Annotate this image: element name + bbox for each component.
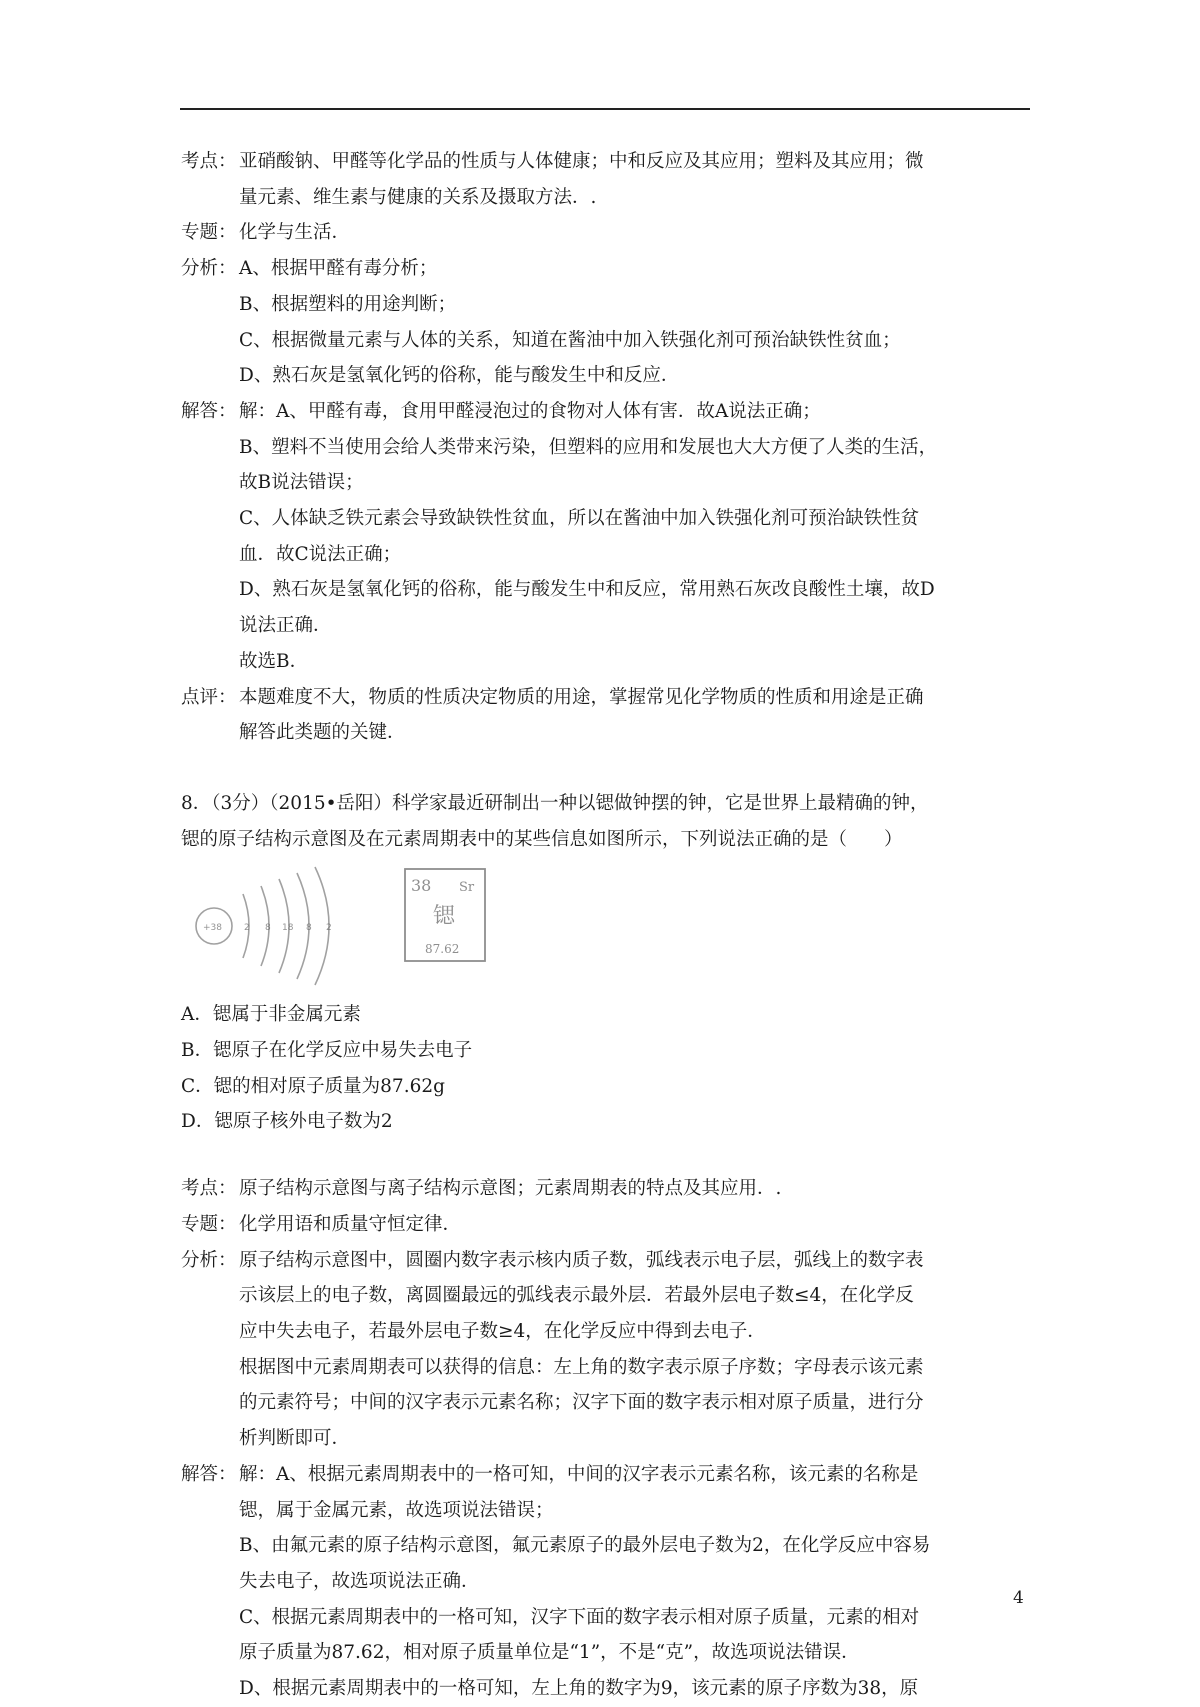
q8-fenxi xyxy=(181,1243,1033,1457)
kaodian-label: 考点： xyxy=(181,151,237,172)
text-line: C、根据元素周期表中的一格可知，汉字下面的数字表示相对原子质量，元素的相对 xyxy=(239,1606,920,1628)
element-symbol: Sr xyxy=(459,880,475,896)
option-c: C．锶的相对原子质量为87.62g xyxy=(181,1075,445,1097)
q7-kaodian xyxy=(181,144,1033,215)
text-line: 说法正确． xyxy=(239,615,332,637)
jieda-label: 解答： xyxy=(181,400,237,422)
fenxi-label: 分析： xyxy=(181,258,237,280)
text-line: 解：A、甲醛有毒，食用甲醛浸泡过的食物对人体有害．故A说法正确； xyxy=(239,400,821,422)
element-name: 锶 xyxy=(433,904,456,930)
option-d: D．锶原子核外电子数为2 xyxy=(181,1111,393,1133)
text-line: 本题难度不大，物质的性质决定物质的用途，掌握常见化学物质的性质和用途是正确 xyxy=(239,686,924,708)
q8-figure xyxy=(181,861,1033,991)
text-line: 解：A、根据元素周期表中的一格可知，中间的汉字表示元素名称，该元素的名称是 xyxy=(239,1463,919,1485)
header-rule xyxy=(180,108,1030,110)
text-line: D、根据元素周期表中的一格可知，左上角的数字为9，该元素的原子序数为38，原 xyxy=(239,1678,919,1700)
shell-electron-count: 18 xyxy=(282,923,294,934)
text-line: 锶，属于金属元素，故选项说法错误； xyxy=(239,1499,554,1521)
q8-jieda xyxy=(181,1457,1033,1707)
atom-structure-diagram xyxy=(181,861,601,991)
text-line: 应中失去电子，若最外层电子数≥4，在化学反应中得到去电子． xyxy=(239,1320,766,1342)
atomic-mass: 87.62 xyxy=(425,942,460,957)
q8-kaodian xyxy=(181,1171,1033,1207)
jieda-label: 解答： xyxy=(181,1463,237,1485)
text-line: 失去电子，故选项说法正确． xyxy=(239,1570,480,1592)
text-line: 析判断即可． xyxy=(239,1428,351,1450)
shell-electron-count: 2 xyxy=(244,923,250,934)
text-line: C、根据微量元素与人体的关系，知道在酱油中加入铁强化剂可预治缺铁性贫血； xyxy=(239,329,901,351)
q7-fenxi xyxy=(181,251,1033,394)
text-line: 示该层上的电子数，离圆圈最远的弧线表示最外层．若最外层电子数≤4，在化学反 xyxy=(239,1285,914,1307)
text-line: 原子结构示意图与离子结构示意图；元素周期表的特点及其应用．. xyxy=(239,1178,782,1200)
text-line: 的元素符号；中间的汉字表示元素名称；汉字下面的数字表示相对原子质量，进行分 xyxy=(239,1392,924,1414)
text-line: 化学与生活． xyxy=(239,222,351,244)
q8-stem-line: 锶的原子结构示意图及在元素周期表中的某些信息如图所示，下列说法正确的是（ ） xyxy=(181,828,903,850)
text-line: 故B说法错误； xyxy=(239,472,364,494)
text-line: 亚硝酸钠、甲醛等化学品的性质与人体健康；中和反应及其应用；塑料及其应用；微 xyxy=(239,151,924,172)
text-line: 量元素、维生素与健康的关系及摄取方法．. xyxy=(239,186,597,208)
dianping-label: 点评： xyxy=(181,686,237,708)
text-line: 解答此类题的关键． xyxy=(239,722,406,744)
q7-dianping xyxy=(181,680,1033,751)
kaodian-label: 考点： xyxy=(181,1178,237,1200)
text-line: B、塑料不当使用会给人类带来污染，但塑料的应用和发展也大大方便了人类的生活， xyxy=(239,436,938,458)
q7-zhuanti xyxy=(181,215,1033,251)
text-line: 血．故C说法正确； xyxy=(239,543,402,565)
text-line: B、由氟元素的原子结构示意图，氟元素原子的最外层电子数为2，在化学反应中容易 xyxy=(239,1535,931,1557)
text-line: 根据图中元素周期表可以获得的信息：左上角的数字表示原子序数；字母表示该元素 xyxy=(239,1356,924,1378)
text-line: D、熟石灰是氢氧化钙的俗称，能与酸发生中和反应，常用熟石灰改良酸性土壤，故D xyxy=(239,579,935,601)
text-line: A、根据甲醛有毒分析； xyxy=(239,258,438,280)
option-b: B．锶原子在化学反应中易失去电子 xyxy=(181,1040,473,1062)
spacer xyxy=(181,751,1033,786)
text-line: D、熟石灰是氢氧化钙的俗称，能与酸发生中和反应． xyxy=(239,365,680,387)
zhuanti-label: 专题： xyxy=(181,222,237,244)
page-content xyxy=(181,144,1033,1707)
text-line: 故选B． xyxy=(239,650,309,672)
option-a: A．锶属于非金属元素 xyxy=(181,1004,361,1026)
text-line: 化学用语和质量守恒定律． xyxy=(239,1213,462,1235)
q7-jieda xyxy=(181,394,1033,680)
spacer xyxy=(181,1140,1033,1171)
zhuanti-label: 专题： xyxy=(181,1213,237,1235)
q8-stem-line: 8．（3分）（2015•岳阳）科学家最近研制出一种以锶做钟摆的钟，它是世界上最精确的钟， xyxy=(181,792,929,814)
text-line: 原子结构示意图中，圆圈内数字表示核内质子数，弧线表示电子层，弧线上的数字表 xyxy=(239,1249,924,1271)
fenxi-label: 分析： xyxy=(181,1249,237,1271)
nucleus-charge: +38 xyxy=(203,923,222,934)
shell-electron-count: 2 xyxy=(326,923,332,934)
shell-electron-count: 8 xyxy=(265,923,271,934)
page-number: 4 xyxy=(1013,1588,1024,1608)
text-line: B、根据塑料的用途判断； xyxy=(239,293,457,315)
q8-zhuanti xyxy=(181,1207,1033,1243)
shell-electron-count: 8 xyxy=(306,923,312,934)
periodic-table-cell xyxy=(405,869,485,961)
text-line: C、人体缺乏铁元素会导致缺铁性贫血，所以在酱油中加入铁强化剂可预治缺铁性贫 xyxy=(239,508,920,530)
atomic-number: 38 xyxy=(411,876,432,896)
text-line: 原子质量为87.62，相对原子质量单位是“1”，不是“克”，故选项说法错误． xyxy=(239,1642,860,1664)
